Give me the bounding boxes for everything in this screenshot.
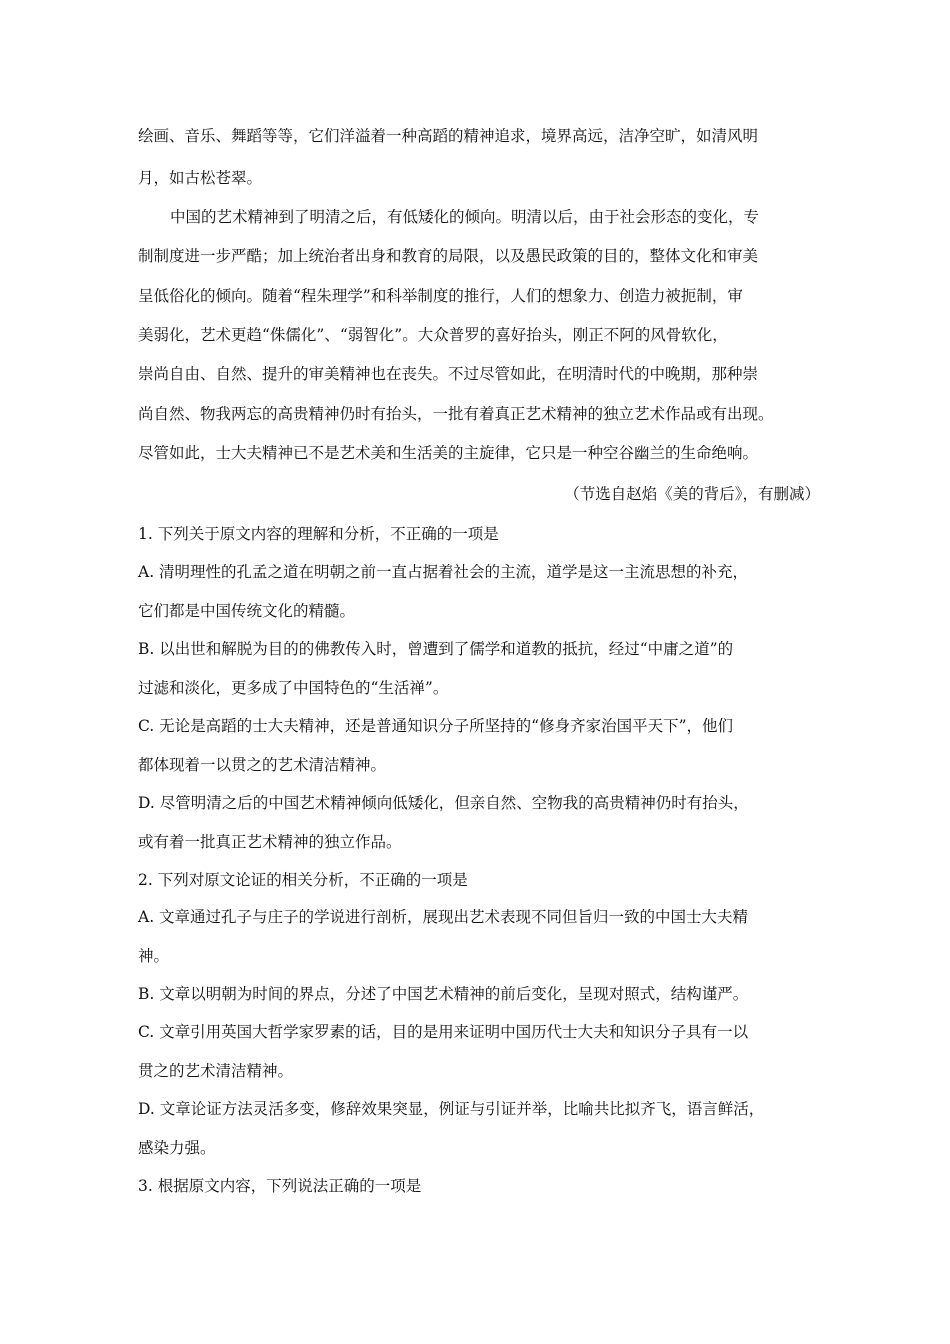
question-2-option-d: D. 文章论证方法灵活多变，修辞效果突显，例证与引证并举，比喻共比拟齐飞，语言鲜活， — [138, 1100, 765, 1118]
paragraph-line: 呈低俗化的倾向。随着“程朱理学”和科举制度的推行，人们的想象力、创造力被扼制，审 — [138, 287, 743, 305]
question-1-option-d-cont: 或有着一批真正艺术精神的独立作品。 — [138, 833, 402, 851]
paragraph-line: 中国的艺术精神到了明清之后，有低矮化的倾向。明清以后，由于社会形态的变化，专 — [170, 208, 760, 226]
question-1-option-b-cont: 过滤和淡化，更多成了中国特色的“生活禅”。 — [138, 679, 449, 697]
question-1-option-c: C. 无论是高蹈的士大夫精神，还是普通知识分子所坚持的“修身齐家治国平天下”，他们 — [138, 717, 734, 735]
question-1-option-a: A. 清明理性的孔孟之道在明朝之前一直占据着社会的主流，道学是这一主流思想的补充， — [138, 563, 749, 581]
paragraph-line: 崇尚自由、自然、提升的审美精神也在丧失。不过尽管如此，在明清时代的中晚期，那种崇 — [138, 365, 759, 383]
paragraph-line: 绘画、音乐、舞蹈等等，它们洋溢着一种高蹈的精神追求，境界高远，洁净空旷，如清风明 — [138, 127, 759, 145]
question-2-stem: 2. 下列对原文论证的相关分析，不正确的一项是 — [138, 871, 468, 889]
question-1-option-a-cont: 它们都是中国传统文化的精髓。 — [138, 602, 356, 620]
question-3-stem: 3. 根据原文内容，下列说法正确的一项是 — [138, 1177, 422, 1195]
question-2-option-d-cont: 感染力强。 — [138, 1139, 216, 1157]
source-citation: （节选自赵焰《美的背后》，有删减） — [564, 485, 820, 503]
question-2-option-b: B. 文章以明朝为时间的界点，分述了中国艺术精神的前后变化，呈现对照式，结构谨严。 — [138, 985, 749, 1003]
question-2-option-c: C. 文章引用英国大哲学家罗素的话，目的是用来证明中国历代士大夫和知识分子具有一以 — [138, 1023, 749, 1041]
paragraph-line: 月，如古松苍翠。 — [138, 169, 263, 187]
paragraph-line: 美弱化，艺术更趋“侏儒化”、“弱智化”。大众普罗的喜好抬头，刚正不阿的风骨软化， — [138, 326, 728, 344]
question-1-option-c-cont: 都体现着一以贯之的艺术清洁精神。 — [138, 756, 387, 774]
paragraph-line: 制制度进一步严酷；加上统治者出身和教育的局限，以及愚民政策的目的，整体文化和审美 — [138, 247, 759, 265]
question-2-option-a: A. 文章通过孔子与庄子的学说进行剖析，展现出艺术表现不同但旨归一致的中国士大夫精 — [138, 908, 749, 926]
question-1-option-d: D. 尽管明清之后的中国艺术精神倾向低矮化，但亲自然、空物我的高贵精神仍时有抬头， — [138, 794, 749, 812]
paragraph-line: 尽管如此，士大夫精神已不是艺术美和生活美的主旋律，它只是一种空谷幽兰的生命绝响。 — [138, 444, 759, 462]
question-2-option-a-cont: 神。 — [138, 947, 170, 965]
paragraph-line: 尚自然、物我两忘的高贵精神仍时有抬头，一批有着真正艺术精神的独立艺术作品或有出现。 — [138, 405, 774, 423]
question-1-stem: 1. 下列关于原文内容的理解和分析，不正确的一项是 — [138, 525, 499, 543]
question-1-option-b: B. 以出世和解脱为目的的佛教传入时，曾遭到了儒学和道教的抵抗，经过“中庸之道”的 — [138, 640, 734, 658]
question-2-option-c-cont: 贯之的艺术清洁精神。 — [138, 1062, 294, 1080]
